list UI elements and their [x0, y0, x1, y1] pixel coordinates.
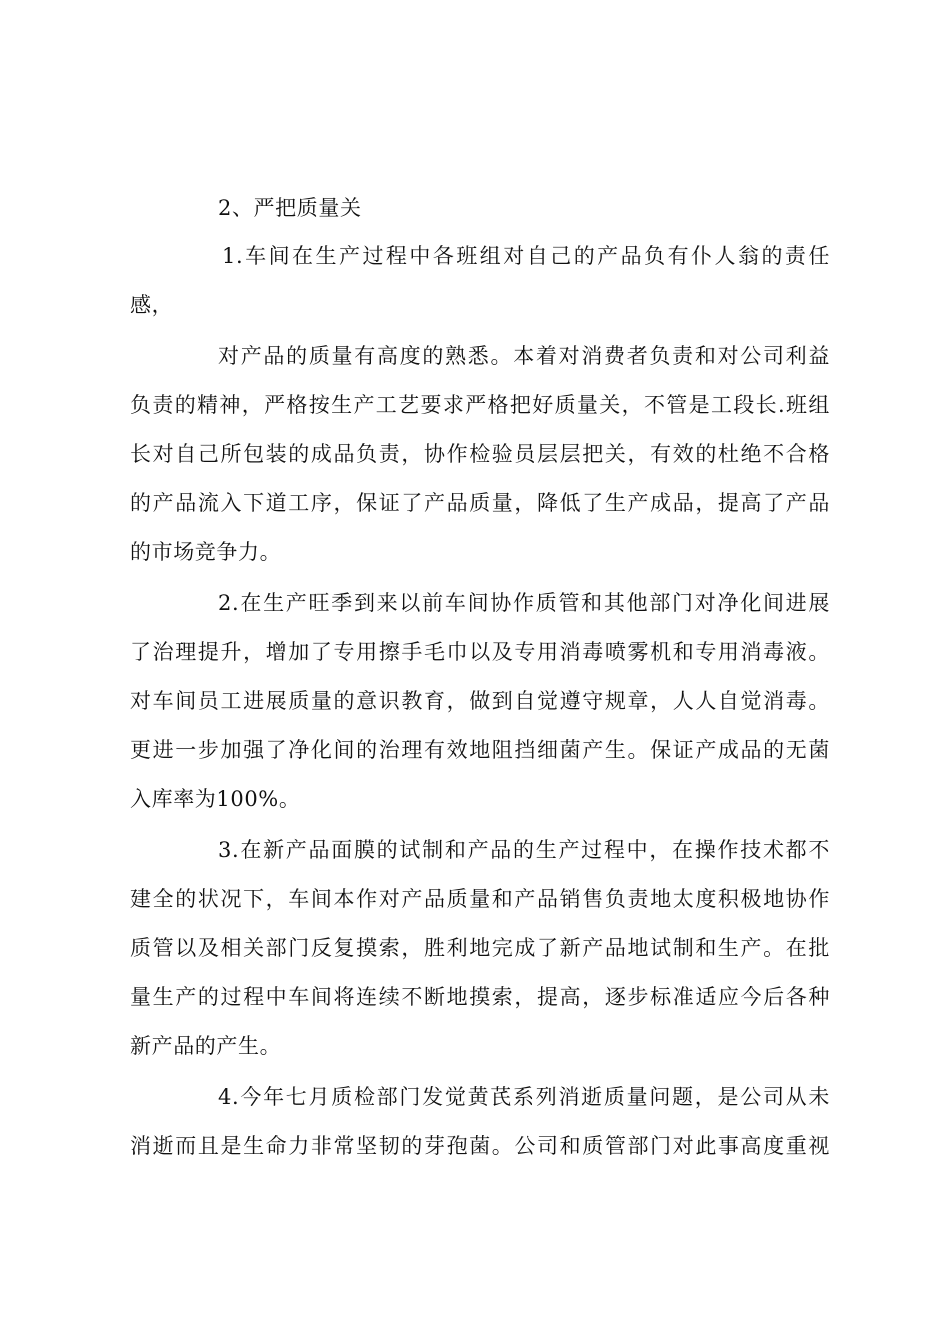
paragraph-1-line-2: 感，	[130, 293, 174, 317]
paragraph-2-line-1: 对产品的质量有高度的熟悉。本着对消费者负责和对公司利益	[218, 344, 830, 368]
paragraph-4-line-2: 建全的状况下，车间本作对产品质量和产品销售负责地太度积极地协作	[130, 887, 830, 911]
paragraph-4-line-4: 量生产的过程中车间将连续不断地摸索，提高，逐步标准适应今后各种	[130, 985, 830, 1009]
paragraph-2-line-4: 的产品流入下道工序，保证了产品质量，降低了生产成品，提高了产品	[130, 491, 830, 515]
section-heading: 2、严把质量关	[218, 196, 362, 220]
paragraph-3-line-4: 更进一步加强了净化间的治理有效地阻挡细菌产生。保证产成品的无菌	[130, 738, 830, 762]
paragraph-1-line-1: 1.车间在生产过程中各班组对自己的产品负有仆人翁的责任	[222, 244, 830, 268]
paragraph-5-line-2: 消逝而且是生命力非常坚韧的芽孢菌。公司和质管部门对此事高度重视	[130, 1134, 830, 1158]
paragraph-3-line-3: 对车间员工进展质量的意识教育，做到自觉遵守规章，人人自觉消毒。	[130, 689, 830, 713]
paragraph-3-line-5: 入库率为100%。	[130, 787, 301, 811]
paragraph-4-line-1: 3.在新产品面膜的试制和产品的生产过程中，在操作技术都不	[218, 838, 830, 862]
paragraph-2-line-5: 的市场竞争力。	[130, 540, 282, 564]
paragraph-4-line-5: 新产品的产生。	[130, 1034, 282, 1058]
paragraph-5-line-1: 4.今年七月质检部门发觉黄芪系列消逝质量问题，是公司从未	[218, 1085, 830, 1109]
paragraph-2-line-2: 负责的精神，严格按生产工艺要求严格把好质量关，不管是工段长.班组	[130, 393, 830, 417]
paragraph-4-line-3: 质管以及相关部门反复摸索，胜利地完成了新产品地试制和生产。在批	[130, 936, 830, 960]
paragraph-3-line-1: 2.在生产旺季到来以前车间协作质管和其他部门对净化间进展	[218, 591, 830, 615]
paragraph-3-line-2: 了治理提升，增加了专用擦手毛巾以及专用消毒喷雾机和专用消毒液。	[130, 640, 830, 664]
paragraph-2-line-3: 长对自己所包装的成品负责，协作检验员层层把关，有效的杜绝不合格	[130, 442, 830, 466]
